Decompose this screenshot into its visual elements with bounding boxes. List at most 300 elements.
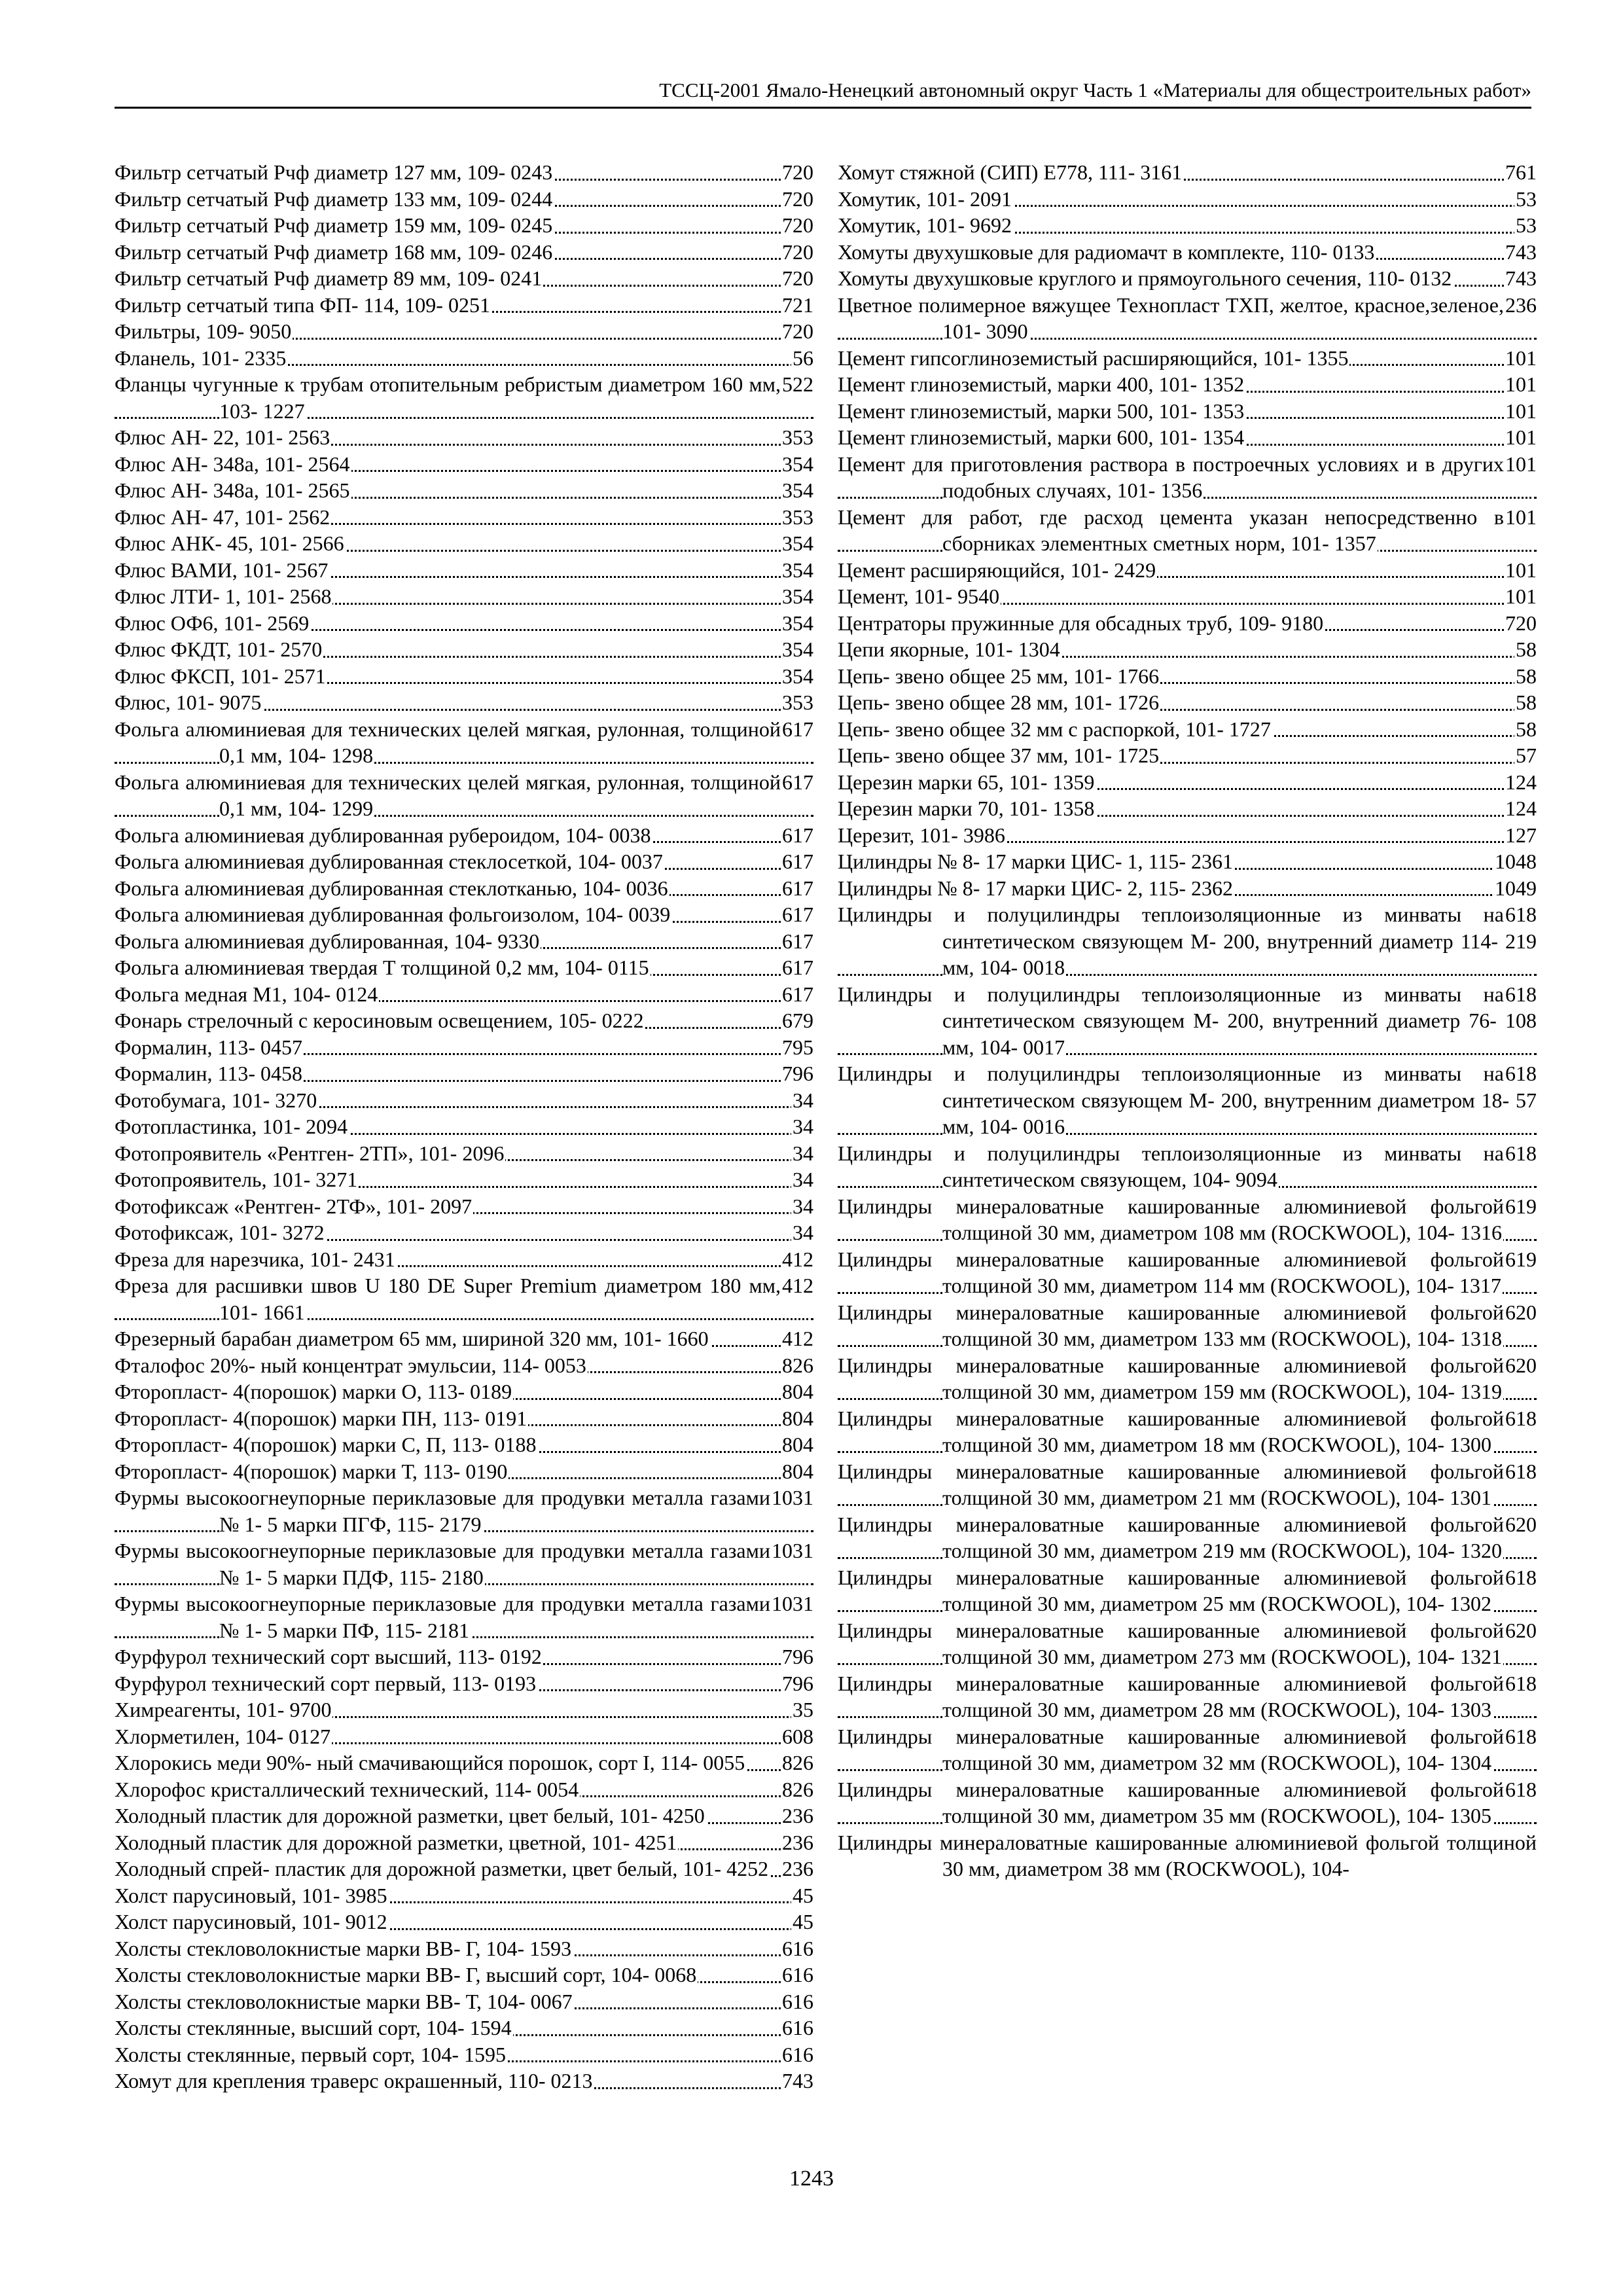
index-entry-page: 796	[781, 1643, 813, 1670]
index-entry	[115, 451, 813, 478]
index-entry-page: 58	[1514, 663, 1537, 690]
index-entry-page: 720	[781, 212, 813, 239]
index-entry	[838, 186, 1537, 213]
index-entry-text: Цилиндры минераловатные кашированные алюминиевой фольгой толщиной 30 мм, диаметром 38 мм (ROCKWOOL), 104-	[838, 1830, 1537, 1880]
index-entry-text: Фольга алюминиевая дублированная, 104- 9330	[115, 929, 540, 953]
index-entry	[115, 1643, 813, 1670]
index-entry-page: 236	[781, 1856, 813, 1882]
index-entry	[115, 1060, 813, 1087]
index-entry-page: 34	[791, 1219, 813, 1246]
index-entry-page: 45	[791, 1882, 813, 1909]
index-entry	[115, 1696, 813, 1723]
index-entry	[115, 1484, 813, 1537]
index-entry	[838, 848, 1537, 875]
index-entry	[838, 504, 1537, 557]
index-entry-text: Хомут для крепления траверс окрашенный, 110- 0213	[115, 2069, 593, 2092]
index-entry-page: 412	[781, 1246, 813, 1273]
index-entry-page: 620	[1504, 1617, 1537, 1644]
running-header: ТССЦ-2001 Ямало-Ненецкий автономный округ Часть 1 «Материалы для общестроительных работ»	[659, 79, 1531, 101]
index-entry	[115, 265, 813, 292]
index-entry-text: Фталофос 20%- ный концентрат эмульсии, 114- 0053	[115, 1353, 586, 1377]
index-entry-page: 354	[781, 610, 813, 637]
index-entry-text: Цилиндры минераловатные кашированные алюминиевой фольгой толщиной 30 мм, диаметром 35 мм (ROCKWOOL), 104- 1305	[838, 1777, 1504, 1827]
index-entry-text: Холсты стекловолокнистые марки ВВ- Т, 104- 0067	[115, 1989, 573, 2013]
index-entry-text: Флюс АНК- 45, 101- 2566	[115, 531, 344, 555]
index-entry-page: 412	[781, 1272, 813, 1299]
index-entry	[115, 928, 813, 955]
index-entry-page: 617	[781, 981, 813, 1008]
index-entry	[115, 1882, 813, 1909]
index-entry	[115, 954, 813, 981]
index-entry-text: Фильтры, 109- 9050	[115, 319, 292, 343]
index-entry-page: 34	[791, 1193, 813, 1220]
index-entry-text: Фреза для нарезчика, 101- 2431	[115, 1247, 395, 1271]
index-entry-page: 743	[1504, 239, 1537, 266]
index-entry-text: Цемент для приготовления раствора в построечных условиях и в других подобных случаях, 101- 1356	[838, 452, 1504, 502]
index-entry-text: Фрезерный барабан диаметром 65 мм, шириной 320 мм, 101- 1660	[115, 1327, 709, 1350]
index-entry-text: Цилиндры минераловатные кашированные алюминиевой фольгой толщиной 30 мм, диаметром 18 мм (ROCKWOOL), 104- 1300	[838, 1406, 1504, 1456]
index-entry-page: 743	[1504, 265, 1537, 292]
index-entry-page: 618	[1504, 1776, 1537, 1803]
index-entry	[115, 2041, 813, 2068]
index-entry-page: 45	[791, 1909, 813, 1935]
index-entry-page: 101	[1504, 583, 1537, 610]
index-entry-page: 795	[781, 1034, 813, 1061]
index-entry-page: 34	[791, 1166, 813, 1193]
index-entry-page: 101	[1504, 345, 1537, 372]
index-entry	[115, 1166, 813, 1193]
index-entry-text: Холодный пластик для дорожной разметки, цветной, 101- 4251	[115, 1830, 677, 1854]
index-entry-page: 617	[781, 928, 813, 955]
index-entry	[838, 371, 1537, 398]
index-entry	[115, 1537, 813, 1590]
index-entry	[115, 1007, 813, 1034]
index-entry-text: Фурфурол технический сорт первый, 113- 0193	[115, 1671, 537, 1695]
index-entry	[115, 610, 813, 637]
index-entry	[115, 530, 813, 557]
index-entry-text: Фотофиксаж «Рентген- 2ТФ», 101- 2097	[115, 1194, 473, 1218]
index-entry	[838, 1829, 1537, 1882]
index-entry-page: 620	[1504, 1511, 1537, 1538]
index-entry-text: Фурфурол технический сорт высший, 113- 0192	[115, 1645, 542, 1668]
index-entry-text: Цемент глиноземистый, марки 600, 101- 1354	[838, 425, 1245, 449]
index-entry-text: Флюс АН- 47, 101- 2562	[115, 505, 330, 529]
index-entry-text: Фреза для расшивки швов U 180 DE Super Premium диаметром 180 мм, 101- 1661	[115, 1274, 781, 1324]
index-entry-text: Церезит, 101- 3986	[838, 823, 1005, 847]
index-entry	[838, 1246, 1537, 1299]
index-entry-page: 34	[791, 1140, 813, 1167]
index-entry-text: Цилиндры минераловатные кашированные алюминиевой фольгой толщиной 30 мм, диаметром 219 мм (ROCKWOOL), 104- 1320	[838, 1512, 1504, 1562]
index-entry-text: Цепь- звено общее 28 мм, 101- 1726	[838, 691, 1160, 714]
index-entry-page: 1031	[770, 1590, 813, 1617]
index-entry-text: Флюс, 101- 9075	[115, 691, 262, 714]
index-entry	[115, 822, 813, 849]
index-entry	[115, 1803, 813, 1829]
index-entry-text: Цемент глиноземистый, марки 400, 101- 1352	[838, 372, 1245, 396]
index-entry-page: 1048	[1493, 848, 1537, 875]
index-entry-page: 796	[781, 1670, 813, 1697]
index-entry	[838, 1776, 1537, 1829]
index-entry-page: 618	[1504, 981, 1537, 1008]
index-entry	[838, 212, 1537, 239]
index-entry	[115, 1962, 813, 1988]
index-entry	[838, 610, 1537, 637]
index-entry	[115, 1034, 813, 1061]
index-entry-text: Фотопластинка, 101- 2094	[115, 1115, 348, 1138]
index-entry-page: 124	[1504, 769, 1537, 796]
index-entry	[838, 1405, 1537, 1458]
index-entry-text: Холст парусиновый, 101- 9012	[115, 1910, 387, 1933]
index-entry-page: 826	[781, 1776, 813, 1803]
index-entry-text: Цемент для работ, где расход цемента указан непосредственно в сборниках элементных сметных норм, 101- 1357	[838, 505, 1504, 555]
index-entry-page: 53	[1514, 186, 1537, 213]
index-entry-page: 616	[781, 1988, 813, 2015]
index-entry-page: 354	[781, 477, 813, 504]
index-entry-text: Холсты стеклянные, высший сорт, 104- 1594	[115, 2016, 512, 2039]
index-entry	[115, 1776, 813, 1803]
index-entry-page: 101	[1504, 504, 1537, 531]
index-entry-page: 619	[1504, 1193, 1537, 1220]
index-entry	[115, 583, 813, 610]
index-entry	[115, 1749, 813, 1776]
index-entry-page: 354	[781, 663, 813, 690]
index-entry-page: 617	[781, 822, 813, 849]
index-entry-text: Цемент расширяющийся, 101- 2429	[838, 558, 1156, 582]
index-entry	[115, 292, 813, 319]
index-entry-page: 618	[1504, 1723, 1537, 1750]
index-entry-text: Хомутик, 101- 9692	[838, 213, 1012, 237]
index-entry-page: 101	[1504, 451, 1537, 478]
index-entry-text: Фольга алюминиевая дублированная фольгоизолом, 104- 0039	[115, 903, 671, 926]
index-entry-page: 34	[791, 1087, 813, 1114]
index-entry	[115, 1087, 813, 1114]
header-rule	[115, 107, 1531, 109]
index-entry-page: 35	[791, 1696, 813, 1723]
index-entry	[838, 1670, 1537, 1723]
index-entry-text: Флюс ФКСП, 101- 2571	[115, 664, 326, 688]
index-entry-text: Хомуты двухушковые круглого и прямоугольного сечения, 110- 0132	[838, 266, 1452, 290]
index-entry	[838, 451, 1537, 504]
index-entry-text: Цемент гипсоглиноземистый расширяющийся, 101- 1355	[838, 346, 1349, 370]
index-entry	[838, 1723, 1537, 1776]
index-entry	[838, 1060, 1537, 1140]
index-entry-text: Цепь- звено общее 25 мм, 101- 1766	[838, 664, 1160, 688]
index-entry-page: 354	[781, 451, 813, 478]
index-entry-page: 720	[1504, 610, 1537, 637]
index-entry-page: 58	[1514, 716, 1537, 743]
index-entry-text: Хлорметилен, 104- 0127	[115, 1724, 331, 1748]
index-entry-page: 720	[781, 186, 813, 213]
index-entry	[838, 1564, 1537, 1617]
index-entry-page: 57	[1514, 742, 1537, 769]
index-entry	[838, 981, 1537, 1061]
index-entry-text: Фонарь стрелочный с керосиновым освещением, 105- 0222	[115, 1009, 644, 1032]
index-entry-text: Холсты стекловолокнистые марки ВВ- Г, 104- 1593	[115, 1936, 572, 1960]
index-entry	[115, 345, 813, 372]
index-entry-page: 616	[781, 1935, 813, 1962]
index-entry-page: 1031	[770, 1484, 813, 1511]
index-entry	[838, 1617, 1537, 1670]
index-entry	[115, 424, 813, 451]
index-entry-page: 720	[781, 239, 813, 266]
index-entry-text: Хлорокись меди 90%- ный смачивающийся порошок, сорт I, 114- 0055	[115, 1751, 745, 1774]
index-entry	[838, 822, 1537, 849]
index-entry-page: 617	[781, 954, 813, 981]
index-entry-text: Флюс ЛТИ- 1, 101- 2568	[115, 584, 332, 608]
index-entry-text: Цилиндры минераловатные кашированные алюминиевой фольгой толщиной 30 мм, диаметром 159 мм (ROCKWOOL), 104- 1319	[838, 1353, 1504, 1403]
index-entry-text: Фурмы высокоогнеупорные периклазовые для продувки металла газами № 1- 5 марки ПГФ, 115- 2179	[115, 1486, 770, 1536]
index-entry-page: 618	[1504, 1140, 1537, 1167]
index-entry	[838, 583, 1537, 610]
index-entry-text: Фурмы высокоогнеупорные периклазовые для продувки металла газами № 1- 5 марки ПФ, 115- 2181	[115, 1592, 770, 1642]
index-entry	[115, 1935, 813, 1962]
index-entry	[838, 265, 1537, 292]
index-entry-text: Цемент, 101- 9540	[838, 584, 1000, 608]
index-entry	[838, 875, 1537, 902]
index-entry-page: 354	[781, 557, 813, 584]
index-entry-page: 412	[781, 1325, 813, 1352]
index-entry	[115, 371, 813, 424]
index-entry	[838, 716, 1537, 743]
index-entry-text: Флюс ОФ6, 101- 2569	[115, 611, 310, 635]
index-entry	[115, 689, 813, 716]
index-entry	[115, 1325, 813, 1352]
index-entry-text: Фотобумага, 101- 3270	[115, 1088, 317, 1112]
index-entry-page: 236	[1504, 292, 1537, 319]
index-entry-text: Фольга алюминиевая дублированная рубероидом, 104- 0038	[115, 823, 651, 847]
index-entry-page: 796	[781, 1060, 813, 1087]
index-entry-text: Фильтр сетчатый Рчф диаметр 168 мм, 109- 0246	[115, 240, 553, 264]
index-entry-page: 618	[1504, 1060, 1537, 1087]
index-entry-page: 354	[781, 636, 813, 663]
index-entry	[838, 345, 1537, 372]
index-entry	[115, 1590, 813, 1643]
index-entry	[115, 769, 813, 822]
index-entry	[115, 1458, 813, 1485]
index-entry-text: Флюс АН- 22, 101- 2563	[115, 425, 330, 449]
index-entry-page: 58	[1514, 689, 1537, 716]
index-entry-text: Фольга алюминиевая дублированная стеклотканью, 104- 0036	[115, 876, 668, 900]
index-entry-page: 620	[1504, 1299, 1537, 1326]
index-entry	[115, 2068, 813, 2094]
index-entry-page: 720	[781, 159, 813, 186]
index-entry-text: Цилиндры минераловатные кашированные алюминиевой фольгой толщиной 30 мм, диаметром 133 мм (ROCKWOOL), 104- 1318	[838, 1300, 1504, 1350]
index-entry-page: 101	[1504, 371, 1537, 398]
index-entry-page: 618	[1504, 1670, 1537, 1697]
index-entry-page: 616	[781, 2015, 813, 2041]
index-entry-text: Фурмы высокоогнеупорные периклазовые для продувки металла газами № 1- 5 марки ПДФ, 115- 2180	[115, 1539, 770, 1589]
index-entry-page: 354	[781, 583, 813, 610]
index-entry	[115, 212, 813, 239]
index-entry	[115, 875, 813, 902]
index-entry-text: Фильтр сетчатый Рчф диаметр 159 мм, 109- 0245	[115, 213, 553, 237]
index-entry-page: 804	[781, 1431, 813, 1458]
index-entry-text: Хлорофос кристаллический технический, 114- 0054	[115, 1777, 579, 1801]
index-entry-page: 616	[781, 1962, 813, 1988]
index-entry-text: Цилиндры минераловатные кашированные алюминиевой фольгой толщиной 30 мм, диаметром 32 мм (ROCKWOOL), 104- 1304	[838, 1724, 1504, 1774]
index-entry-text: Химреагенты, 101- 9700	[115, 1698, 332, 1721]
index-entry-text: Фольга медная М1, 104- 0124	[115, 982, 378, 1006]
index-entry	[115, 1856, 813, 1882]
index-entry	[115, 1723, 813, 1750]
index-entry-text: Цилиндры минераловатные кашированные алюминиевой фольгой толщиной 30 мм, диаметром 108 мм (ROCKWOOL), 104- 1316	[838, 1194, 1504, 1244]
index-entry	[838, 795, 1537, 822]
index-entry	[115, 1378, 813, 1405]
index-entry-page: 34	[791, 1113, 813, 1140]
index-entry-text: Цилиндры минераловатные кашированные алюминиевой фольгой толщиной 30 мм, диаметром 25 мм (ROCKWOOL), 104- 1302	[838, 1565, 1504, 1615]
index-entry	[838, 769, 1537, 796]
index-entry	[838, 159, 1537, 186]
index-entry-page: 522	[781, 371, 813, 398]
index-entry-page: 353	[781, 424, 813, 451]
index-entry-text: Холст парусиновый, 101- 3985	[115, 1883, 387, 1907]
index-entry-text: Цветное полимерное вяжущее Технопласт ТХП, желтое, красное,зеленое, 101- 3090	[838, 293, 1504, 343]
index-entry-text: Церезин марки 70, 101- 1358	[838, 797, 1095, 820]
index-entry-text: Цилиндры и полуцилиндры теплоизоляционные из минваты на синтетическом связующем М- 200, внутренний диаметр 114- 219 мм, 104- 0018	[838, 903, 1537, 979]
index-entry	[115, 239, 813, 266]
index-entry-page: 619	[1504, 1246, 1537, 1273]
index-entry	[115, 504, 813, 531]
index-entry	[838, 1140, 1537, 1193]
index-entry-text: Флюс АН- 348а, 101- 2564	[115, 452, 350, 476]
index-entry-page: 804	[781, 1405, 813, 1432]
index-entry-page: 1031	[770, 1537, 813, 1564]
index-entry-text: Фторопласт- 4(порошок) марки ПН, 113- 0191	[115, 1406, 527, 1430]
index-column-left	[115, 159, 813, 2094]
index-entry-page: 53	[1514, 212, 1537, 239]
index-entry	[115, 1431, 813, 1458]
index-entry-text: Фольга алюминиевая дублированная стеклосеткой, 104- 0037	[115, 850, 663, 873]
index-entry-page: 826	[781, 1352, 813, 1379]
index-entry	[115, 159, 813, 186]
index-entry-text: Фланель, 101- 2335	[115, 346, 287, 370]
index-entry-page: 236	[781, 1803, 813, 1829]
index-entry	[838, 1352, 1537, 1405]
index-entry	[115, 1909, 813, 1935]
index-entry-text: Фотопроявитель, 101- 3271	[115, 1168, 358, 1191]
index-entry-text: Цилиндры и полуцилиндры теплоизоляционные из минваты на синтетическом связующем М- 200, внутренний диаметр 76- 108 мм, 104- 0017	[838, 982, 1537, 1059]
index-entry-page: 353	[781, 504, 813, 531]
index-entry	[115, 1113, 813, 1140]
index-entry-text: Фланцы чугунные к трубам отопительным ребристым диаметром 160 мм, 103- 1227	[115, 372, 781, 423]
index-entry-text: Формалин, 113- 0458	[115, 1062, 302, 1085]
index-entry-page: 608	[781, 1723, 813, 1750]
index-entry-text: Фольга алюминиевая для технических целей мягкая, рулонная, толщиной 0,1 мм, 104- 1299	[115, 770, 781, 820]
index-entry-text: Холсты стеклянные, первый сорт, 104- 1595	[115, 2042, 506, 2066]
index-entry-text: Цилиндры минераловатные кашированные алюминиевой фольгой толщиной 30 мм, диаметром 21 мм (ROCKWOOL), 104- 1301	[838, 1459, 1504, 1509]
page-number: 1243	[789, 2166, 834, 2191]
index-entry	[115, 848, 813, 875]
index-entry-page: 620	[1504, 1352, 1537, 1379]
index-entry-text: Хомутик, 101- 2091	[838, 187, 1012, 211]
index-entry	[115, 1988, 813, 2015]
index-entry-page: 124	[1504, 795, 1537, 822]
index-entry-page: 826	[781, 1749, 813, 1776]
index-entry-text: Цепи якорные, 101- 1304	[838, 637, 1060, 661]
index-entry-page: 1049	[1493, 875, 1537, 902]
index-entry-text: Хомут стяжной (СИП) Е778, 111- 3161	[838, 160, 1183, 184]
index-entry-page: 236	[781, 1829, 813, 1856]
index-entry-page: 127	[1504, 822, 1537, 849]
index-entry-page: 101	[1504, 398, 1537, 425]
index-entry-page: 679	[781, 1007, 813, 1034]
index-entry-page: 761	[1504, 159, 1537, 186]
index-entry	[115, 477, 813, 504]
index-entry-page: 353	[781, 689, 813, 716]
index-entry-text: Флюс АН- 348а, 101- 2565	[115, 478, 350, 502]
index-entry	[838, 1299, 1537, 1352]
index-entry-text: Холсты стекловолокнистые марки ВВ- Г, высший сорт, 104- 0068	[115, 1963, 697, 1986]
index-entry-page: 617	[781, 901, 813, 928]
index-entry	[838, 1511, 1537, 1564]
index-entry-page: 720	[781, 318, 813, 345]
index-entry	[838, 424, 1537, 451]
index-entry	[838, 1193, 1537, 1246]
index-entry-page: 101	[1504, 557, 1537, 584]
index-entry	[115, 636, 813, 663]
index-entry-text: Хомуты двухушковые для радиомачт в комплекте, 110- 0133	[838, 240, 1375, 264]
index-entry-page: 58	[1514, 636, 1537, 663]
index-entry-text: Цилиндры и полуцилиндры теплоизоляционные из минваты на синтетическом связующем, 104- 9094	[838, 1141, 1504, 1191]
index-entry	[115, 1272, 813, 1325]
index-entry-page: 618	[1504, 901, 1537, 928]
index-entry-text: Цилиндры минераловатные кашированные алюминиевой фольгой толщиной 30 мм, диаметром 114 мм (ROCKWOOL), 104- 1317	[838, 1247, 1504, 1297]
index-entry-text: Флюс ФКДТ, 101- 2570	[115, 637, 323, 661]
index-entry-text: Цилиндры минераловатные кашированные алюминиевой фольгой толщиной 30 мм, диаметром 28 мм (ROCKWOOL), 104- 1303	[838, 1671, 1504, 1721]
index-entry-page: 721	[781, 292, 813, 319]
index-entry-text: Цилиндры № 8- 17 марки ЦИС- 2, 115- 2362	[838, 876, 1234, 900]
index-entry-text: Цилиндры № 8- 17 марки ЦИС- 1, 115- 2361	[838, 850, 1234, 873]
index-entry-page: 101	[1504, 424, 1537, 451]
index-entry	[115, 1670, 813, 1697]
index-entry-text: Фторопласт- 4(порошок) марки С, П, 113- 0188	[115, 1433, 537, 1456]
index-entry	[115, 716, 813, 769]
index-entry-page: 618	[1504, 1405, 1537, 1432]
index-entry	[838, 636, 1537, 663]
index-entry	[115, 1219, 813, 1246]
index-entry-page: 617	[781, 716, 813, 743]
index-entry-page: 617	[781, 875, 813, 902]
index-entry-text: Формалин, 113- 0457	[115, 1035, 302, 1059]
index-entry-page: 56	[791, 345, 813, 372]
index-entry-text: Цепь- звено общее 37 мм, 101- 1725	[838, 744, 1160, 767]
index-entry-text: Фотофиксаж, 101- 3272	[115, 1221, 325, 1244]
index-entry-text: Цемент глиноземистый, марки 500, 101- 1353	[838, 399, 1245, 423]
index-entry-page: 618	[1504, 1458, 1537, 1485]
index-entry-text: Холодный спрей- пластик для дорожной разметки, цвет белый, 101- 4252	[115, 1857, 769, 1880]
index-entry-text: Фотопроявитель «Рентген- 2ТП», 101- 2096	[115, 1141, 505, 1165]
index-entry-text: Фторопласт- 4(порошок) марки Т, 113- 0190	[115, 1459, 508, 1483]
index-entry	[115, 186, 813, 213]
index-entry-page: 804	[781, 1458, 813, 1485]
index-entry	[115, 1140, 813, 1167]
index-entry-text: Цилиндры и полуцилиндры теплоизоляционные из минваты на синтетическом связующем М- 200, внутренним диаметром 18- 57 мм, 104- 0016	[838, 1062, 1537, 1138]
index-entry-page: 743	[781, 2068, 813, 2094]
index-entry	[115, 557, 813, 584]
index-entry	[115, 1246, 813, 1273]
index-entry-text: Церезин марки 65, 101- 1359	[838, 770, 1095, 794]
index-entry	[838, 901, 1537, 981]
index-entry-page: 354	[781, 530, 813, 557]
index-entry	[838, 557, 1537, 584]
index-entry-text: Фольга алюминиевая для технических целей мягкая, рулонная, толщиной 0,1 мм, 104- 1298	[115, 717, 781, 767]
index-entry	[115, 2015, 813, 2041]
index-entry-text: Фольга алюминиевая твердая Т толщиной 0,2 мм, 104- 0115	[115, 956, 649, 979]
index-entry	[838, 398, 1537, 425]
index-entry-text: Фторопласт- 4(порошок) марки О, 113- 0189	[115, 1380, 512, 1403]
index-entry-text: Флюс ВАМИ, 101- 2567	[115, 558, 329, 582]
index-entry-page: 617	[781, 769, 813, 796]
